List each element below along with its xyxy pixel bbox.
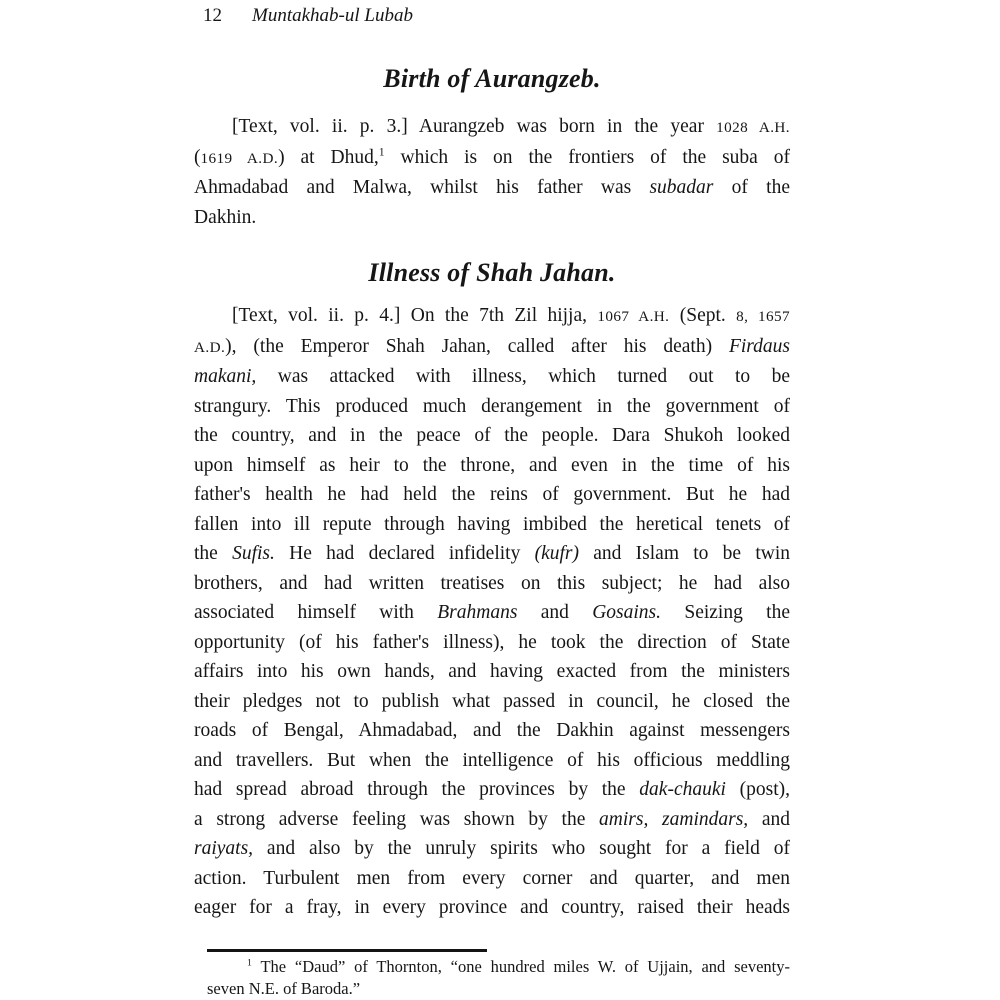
text-line [207,978,790,1000]
text-segment: ) at Dhud, [278,146,379,168]
text-segment: and [748,808,790,830]
section [194,64,790,232]
footnote [207,949,790,1000]
text-segment: 1067 A.H. [597,308,670,325]
text-segment: and Islam to be twin [579,543,791,564]
text-line [207,956,790,978]
text-line [194,480,790,510]
text-line [194,628,790,658]
text-segment: roads of Bengal, Ahmadabad, and the Dakhin against messengers [194,720,790,741]
text-line [194,598,790,628]
section [194,258,790,923]
text-segment: was attacked with illness, which turned out to be [256,366,790,387]
text-segment: ), (the Emperor Shah Jahan, called after his death) [225,335,729,357]
text-segment: The “Daud” of Thornton, “one hundred miles W. of Ujjain, and seventy- [251,957,790,976]
text-segment: the country, and in the peace of the people. Dara Shukoh looked [194,425,790,446]
text-segment: which is on the frontiers of the suba of [384,146,791,168]
footnote-reference: 1 [378,145,385,158]
text-segment: opportunity (of his father's illness), he took the direction of State [194,631,790,653]
text-segment: father's health he had held the reins of government. But he had [194,484,790,505]
text-line [194,716,790,746]
text-line [194,173,790,203]
text-segment: had spread abroad through the provinces by the [194,779,640,800]
text-segment: brothers, and had written treatises on this subject; he had also [194,572,790,594]
text-segment: 1028 A.H. [716,119,790,136]
text-line [194,203,790,233]
text-segment: (post), [725,779,791,800]
text-segment: 8, 1657 [736,308,791,325]
text-segment: A.D. [194,338,226,356]
text-segment: a strong adverse feeling was shown by the [194,808,600,830]
text-segment: eager for a fray, in every province and country, raised their heads [194,897,790,918]
page-body [194,64,790,923]
text-segment: (kufr) [534,543,580,564]
text-line [194,332,790,363]
text-line [194,775,790,805]
paragraph [194,112,790,232]
text-line [194,510,790,540]
text-segment: Ahmadabad and Malwa, whilst his father was [194,177,650,198]
text-line [194,362,790,392]
text-segment: and travellers. But when the intelligence of his officious meddling [194,749,790,771]
text-line [194,657,790,687]
text-line [194,539,790,569]
text-line [194,451,790,481]
text-segment: dak-chauki [639,779,726,800]
text-line [194,805,790,835]
text-segment: raiyats, [194,838,254,859]
text-segment: ( [194,146,201,168]
text-segment: associated himself with [194,602,438,623]
text-segment: upon himself as heir to the throne, and even in the time of his [194,454,790,476]
text-segment: 1619 A.D. [200,149,279,167]
text-segment: He had declared infidelity [274,543,535,564]
paragraph [194,301,790,923]
section-heading: Birth of Aurangzeb. [383,64,601,93]
running-header [194,0,790,27]
text-segment: subadar [649,177,714,198]
section-heading: Illness of Shah Jahan. [368,258,616,287]
text-segment: fallen into ill repute through having imbibed the heretical tenets of [194,513,790,535]
text-segment: and [517,602,593,623]
text-line [194,569,790,599]
text-line [194,143,790,174]
text-segment: Gosains. [592,602,662,623]
text-line [194,421,790,451]
text-line [194,687,790,717]
text-segment: strangury. This produced much derangement in the government of [194,395,790,417]
text-segment: [Text, vol. ii. p. 3.] Aurangzeb was born in the year [232,116,717,137]
footnote-rule [207,949,487,952]
footnote-text [207,956,790,1000]
text-segment: Brahmans [437,602,518,623]
text-segment: action. Turbulent men from every corner and quarter, and men [194,867,790,889]
text-segment: affairs into his own hands, and having exacted from the ministers [194,661,790,682]
text-segment: Firdaus [728,335,790,357]
text-segment: seven N.E. of Baroda.” [207,979,361,998]
text-line [194,112,790,143]
text-line [194,746,790,776]
text-line [194,834,790,864]
text-segment: their pledges not to publish what passed in council, he closed the [194,690,790,712]
text-segment: the [194,543,233,564]
text-segment: makani, [194,366,257,387]
text-segment: (Sept. [669,305,737,326]
running-title: Muntakhab-ul Lubab [252,5,413,26]
text-segment: Dakhin. [194,206,257,228]
text-segment: Seizing the [661,602,790,623]
text-segment: amirs, zamindars, [599,808,749,830]
text-column [194,0,790,923]
text-segment: and also by the unruly spirits who sought for a field of [253,838,790,859]
text-segment: Sufis. [232,543,275,564]
text-segment: of the [713,177,790,198]
text-line [194,864,790,894]
page-number: 12 [203,5,222,26]
text-line [194,392,790,422]
footnote-reference: 1 [247,957,252,969]
text-segment: [Text, vol. ii. p. 4.] On the 7th Zil hijja, [232,305,598,326]
text-line [194,301,790,332]
text-line [194,893,790,923]
